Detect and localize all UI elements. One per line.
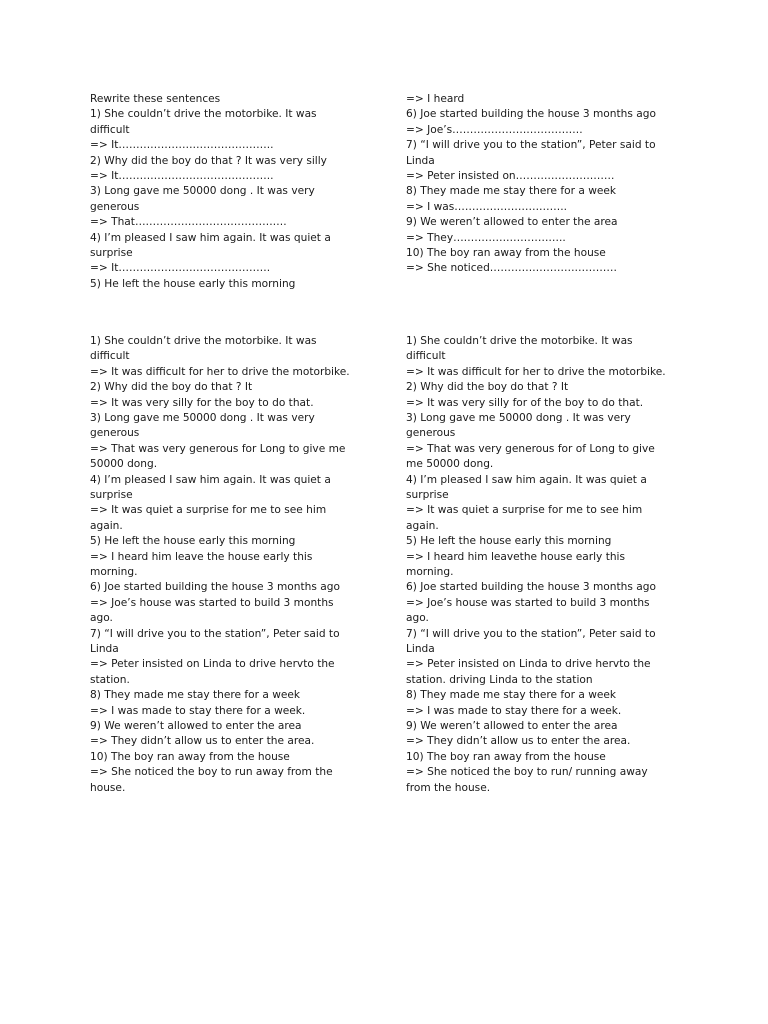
text-line: 3) Long gave me 50000 dong . It was very — [90, 412, 315, 424]
text-line: 6) Joe started building the house 3 months ago — [90, 581, 340, 594]
text-line: 8) They made me stay there for a week — [90, 689, 301, 702]
text-line: generous — [90, 200, 140, 213]
text-line: => I was………………………….. — [406, 200, 567, 213]
text-line: Rewrite these sentences — [90, 93, 221, 105]
text-line: => It was difficult for her to drive the motorbike. — [90, 365, 350, 378]
text-line: Linda — [90, 643, 119, 655]
text-line: surprise — [90, 489, 133, 501]
text-line: from the house. — [406, 781, 491, 794]
text-line: 9) We weren’t allowed to enter the area — [406, 720, 618, 732]
text-line: => It was very silly for of the boy to do that. — [406, 396, 644, 409]
text-line: surprise — [90, 247, 133, 259]
text-line: => It was quiet a surprise for me to see him — [406, 504, 643, 517]
text-line: => Peter insisted on………………………. — [406, 170, 615, 182]
text-line: => That……………………………………. — [90, 216, 287, 229]
text-line: ago. — [90, 612, 113, 625]
text-line: 2) Why did the boy do that ? It — [90, 381, 253, 394]
text-line: => It…………………………………….. — [90, 170, 274, 182]
text-line: 7) “I will drive you to the station”, Peter said to — [406, 627, 656, 640]
text-line: house. — [90, 781, 126, 794]
text-line: => Joe’s house was started to build 3 months — [90, 596, 334, 609]
text-line: => I heard him leavethe house early this — [406, 550, 626, 563]
text-line: 6) Joe started building the house 3 months ago — [406, 581, 656, 594]
text-line: again. — [406, 519, 439, 532]
text-line: => It…………………………………….. — [90, 139, 274, 152]
text-line: difficult — [90, 350, 130, 363]
text-line: => They………………………….. — [406, 231, 566, 244]
text-line: Linda — [406, 154, 435, 167]
text-line: => I heard — [406, 93, 465, 105]
text-line: me 50000 dong. — [406, 458, 494, 471]
text-line: surprise — [406, 489, 449, 501]
text-line: => Peter insisted on Linda to drive hervto the — [90, 658, 335, 671]
text-line: => It was quiet a surprise for me to see him — [90, 504, 327, 517]
text-line: => It was difficult for her to drive the motorbike. — [406, 365, 666, 378]
text-line: generous — [90, 427, 140, 440]
text-line: 4) I’m pleased I saw him again. It was quiet a — [406, 473, 647, 486]
text-line: 9) We weren’t allowed to enter the area — [406, 216, 618, 229]
text-line: 10) The boy ran away from the house — [406, 247, 606, 259]
text-line: 8) They made me stay there for a week — [406, 185, 617, 198]
text-line: 10) The boy ran away from the house — [90, 750, 290, 763]
text-line: 5) He left the house early this morning — [90, 535, 296, 548]
text-line: station. — [90, 673, 130, 686]
text-line: => It……………………………………. — [90, 262, 271, 275]
text-line: => They didn’t allow us to enter the area. — [90, 735, 315, 748]
text-line: => That was very generous for Long to give me — [90, 442, 346, 455]
text-line: => She noticed the boy to run/ running away — [406, 766, 648, 779]
text-line: difficult — [90, 123, 130, 136]
text-line: 8) They made me stay there for a week — [406, 689, 617, 702]
text-line: 7) “I will drive you to the station”, Peter said to — [406, 139, 656, 152]
text-line: => She noticed……………………………… — [406, 262, 617, 275]
text-line: Linda — [406, 643, 435, 655]
text-line: again. — [90, 519, 123, 532]
text-line: 2) Why did the boy do that ? It was very silly — [90, 154, 327, 167]
text-line: station. driving Linda to the station — [406, 673, 593, 686]
text-line: morning. — [406, 566, 454, 578]
text-line: difficult — [406, 350, 446, 363]
text-line: => Joe’s house was started to build 3 months — [406, 596, 650, 609]
text-line: 1) She couldn’t drive the motorbike. It was — [90, 108, 317, 121]
text-line: 4) I’m pleased I saw him again. It was quiet a — [90, 473, 331, 486]
text-line: 9) We weren’t allowed to enter the area — [90, 720, 302, 732]
text-line: 5) He left the house early this morning — [90, 277, 296, 290]
text-line: 4) I’m pleased I saw him again. It was quiet a — [90, 231, 331, 244]
text-line: morning. — [90, 566, 138, 578]
text-line: 5) He left the house early this morning — [406, 535, 612, 548]
text-line: ago. — [406, 612, 429, 625]
text-line: 6) Joe started building the house 3 months ago — [406, 108, 656, 121]
text-line: 1) She couldn’t drive the motorbike. It was — [90, 335, 317, 347]
text-line: => Peter insisted on Linda to drive hervto the — [406, 658, 651, 671]
text-line: generous — [406, 427, 456, 440]
text-line: => I was made to stay there for a week. — [90, 704, 306, 717]
text-line: => That was very generous for of Long to give — [406, 442, 655, 455]
text-line: => Joe’s………………………………. — [406, 123, 583, 136]
text-line: 10) The boy ran away from the house — [406, 750, 606, 763]
text-line: => She noticed the boy to run away from the — [90, 766, 333, 779]
text-line: 2) Why did the boy do that ? It — [406, 381, 569, 394]
text-line: 1) She couldn’t drive the motorbike. It was — [406, 335, 633, 347]
text-line: 3) Long gave me 50000 dong . It was very — [406, 412, 631, 424]
text-line: => It was very silly for the boy to do that. — [90, 396, 314, 409]
text-line: => I heard him leave the house early this — [90, 550, 313, 563]
text-line: => They didn’t allow us to enter the area. — [406, 735, 631, 748]
text-line: 50000 dong. — [90, 458, 158, 471]
text-line: => I was made to stay there for a week. — [406, 704, 622, 717]
text-line: 7) “I will drive you to the station”, Peter said to — [90, 627, 340, 640]
text-line: 3) Long gave me 50000 dong . It was very — [90, 185, 315, 198]
